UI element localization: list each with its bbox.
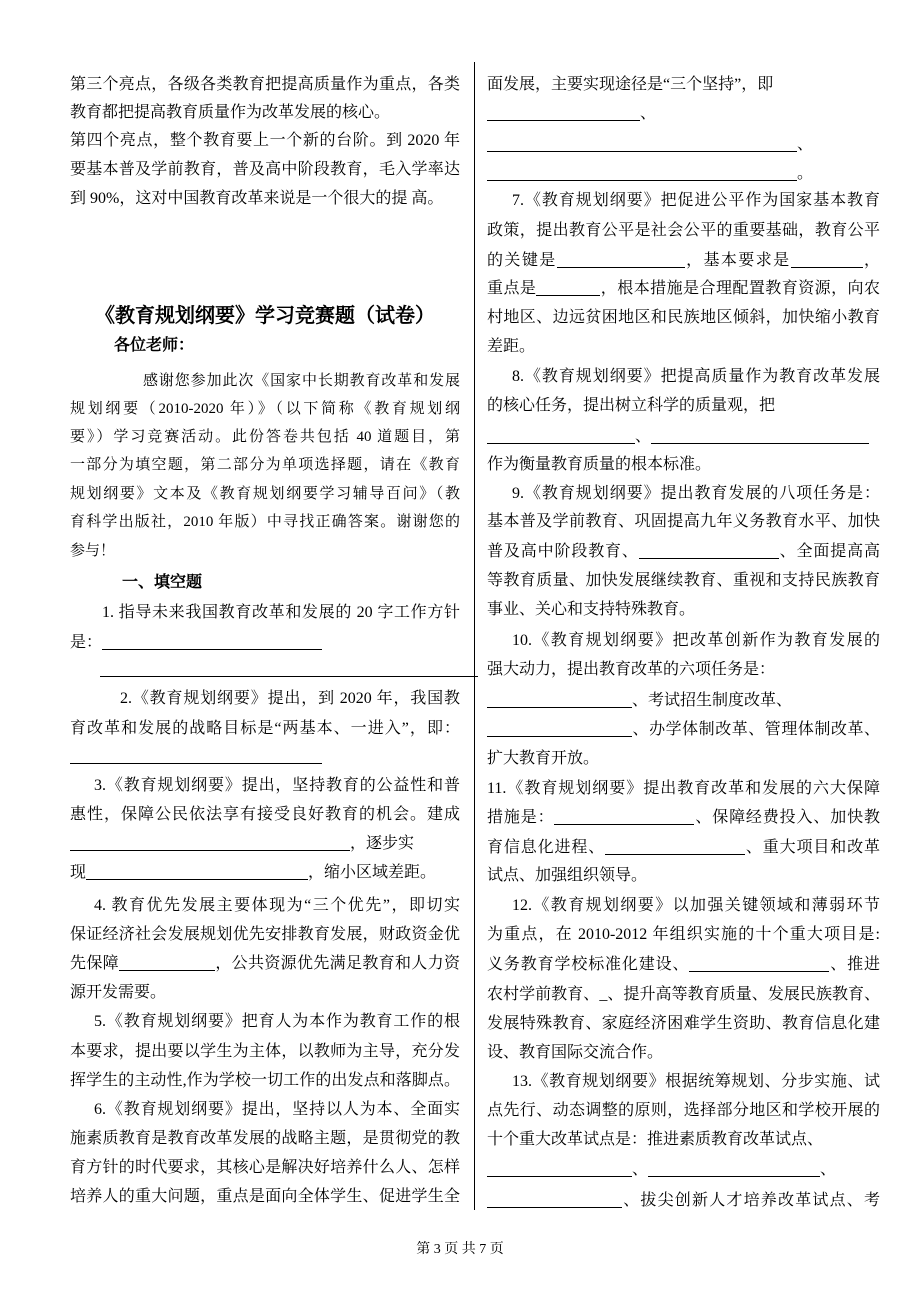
- text-line: [487, 249, 880, 273]
- text-line: 等教育质量、加快发展继续教育、重视和支持民族教育: [487, 572, 880, 589]
- answer-blank: [487, 163, 797, 181]
- text-segment: 、重大项目和改革: [745, 839, 880, 856]
- text-line: 参与！: [70, 543, 116, 559]
- text-line: 基本普及学前教育、巩固提高九年义务教育水平、加快: [487, 513, 880, 530]
- answer-blank: [554, 807, 694, 825]
- text-line: 3.《教育规划纲要》提出，坚持教育的公益性和普: [94, 777, 460, 794]
- text-line: 5.《教育规划纲要》把育人为本作为教育工作的根: [94, 1013, 460, 1030]
- text-line: 第三个亮点，各级各类教育把提高质量作为重点，各类: [70, 76, 460, 93]
- text-segment: 、: [640, 105, 657, 122]
- text-line: 事业、关心和支持特殊教育。: [487, 601, 696, 618]
- text-line: [487, 425, 880, 449]
- answer-blank: [70, 833, 350, 851]
- text-line: 源开发需要。: [70, 984, 167, 1001]
- text-line: [487, 133, 880, 157]
- text-segment: ，逐步实: [350, 835, 415, 852]
- answer-blank: [487, 690, 632, 708]
- text-line: [70, 861, 460, 885]
- text-line: 的核心任务，提出树立科学的质量观，把: [487, 397, 776, 414]
- text-segment: 义务教育学校标准化建设、: [487, 956, 690, 973]
- answer-blank: [487, 719, 632, 737]
- text-line: [70, 631, 460, 655]
- text-segment: 、: [820, 1161, 837, 1178]
- text-line: 点先行、动态调整的原则，选择部分地区和学校开展的: [487, 1102, 880, 1119]
- text-line: 要》）学习竞赛活动。此份答卷共包括 40 道题目，第: [70, 429, 460, 445]
- text-segment: ，根本措施是合理配置教育资源，向农: [600, 280, 880, 297]
- text-line: 育科学出版社，2010 年版）中寻找正确答案。谢谢您的: [70, 514, 460, 530]
- text-line: [487, 1158, 880, 1182]
- text-line: [487, 277, 880, 301]
- text-line: 12.《教育规划纲要》以加强关键领域和薄弱环节: [512, 897, 880, 914]
- text-line: 面发展，主要实现途径是“三个坚持”，即: [487, 76, 774, 93]
- answer-blank: [605, 837, 745, 855]
- text-line: 规划纲要（2010-2020 年）》（以下简称《教育规划纲: [70, 401, 460, 417]
- text-line: 村地区、边远贫困地区和民族地区倾斜，加快缩小教育: [487, 309, 880, 326]
- text-line: 保证经济社会发展规划优先安排教育发展，财政资金优: [70, 926, 460, 943]
- text-line: 6.《教育规划纲要》提出，坚持以人为本、全面实: [94, 1101, 460, 1118]
- answer-blank: [487, 103, 640, 121]
- answer-blank: [536, 278, 600, 296]
- text-line: 育改革和发展的战略目标是“两基本、一进入”，即：: [70, 720, 460, 737]
- text-line: 十个重大改革试点是：推进素质教育改革试点、: [487, 1131, 824, 1148]
- text-line: 感谢您参加此次《国家中长期教育改革和发展: [143, 373, 460, 389]
- text-segment: 、: [635, 428, 652, 445]
- text-segment: 重点是: [487, 280, 537, 297]
- page-number: 第 3 页 共 7 页: [416, 1242, 504, 1257]
- answer-blank: [86, 862, 308, 880]
- answer-blank: [639, 541, 779, 559]
- text-line: [487, 162, 880, 186]
- text-segment: ，公共资源优先满足教育和人力资: [215, 955, 460, 972]
- text-line: [487, 540, 880, 564]
- text-line: 规划纲要》文本及《教育规划纲要学习辅导百问》（教: [70, 486, 460, 502]
- text-line: 第四个亮点，整个教育要上一个新的台阶。到 2020 年: [70, 132, 460, 149]
- answer-blank: [791, 250, 863, 268]
- text-line: 设、教育国际交流合作。: [487, 1044, 664, 1061]
- answer-blank: [487, 1159, 632, 1177]
- answer-blank: [102, 632, 322, 650]
- text-line: [487, 836, 880, 860]
- text-line: 9.《教育规划纲要》提出教育发展的八项任务是：: [512, 485, 880, 502]
- text-line: 试点、加强组织领导。: [487, 867, 648, 884]
- text-line: 扩大教育开放。: [487, 750, 600, 767]
- answer-blank: [487, 134, 797, 152]
- text-line: [487, 953, 880, 977]
- text-line: 作为衡量教育质量的根本标准。: [487, 456, 712, 473]
- exam-title: 《教育规划纲要》学习竞赛题（试卷）: [95, 305, 435, 327]
- text-line: 强大动力，提出教育改革的六项任务是：: [487, 661, 776, 678]
- text-line: 要基本普及学前教育，普及高中阶段教育，毛入学率达: [70, 161, 460, 178]
- text-line: 一部分为填空题，第二部分为单项选择题，请在《教育: [70, 457, 460, 473]
- text-line: 1. 指导未来我国教育改革和发展的 20 字工作方针: [102, 604, 460, 621]
- text-line: [70, 952, 460, 976]
- text-line: 政策，提出教育公平是社会公平的重要基础，教育公平: [487, 222, 880, 239]
- column-divider: [474, 62, 475, 1210]
- text-segment: 、考试招生制度改革、: [632, 692, 793, 709]
- text-segment: 是：: [70, 634, 103, 651]
- text-line: 13.《教育规划纲要》根据统筹规划、分步实施、试: [512, 1073, 880, 1090]
- answer-blank: [651, 426, 869, 444]
- text-segment: 育信息化进程、: [487, 839, 606, 856]
- text-line: 2.《教育规划纲要》提出，到 2020 年，我国教: [120, 690, 460, 707]
- text-segment: 措施是：: [487, 809, 555, 826]
- text-line: 培养人的重大问题，重点是面向全体学生、促进学生全: [70, 1188, 460, 1205]
- answer-blank: [689, 954, 829, 972]
- text-segment: 。: [797, 165, 814, 182]
- text-line: 8.《教育规划纲要》把提高质量作为教育改革发展: [512, 368, 880, 385]
- text-line: [487, 718, 880, 742]
- text-line: 7.《教育规划纲要》把促进公平作为国家基本教育: [512, 192, 880, 209]
- text-line: 4. 教育优先发展主要体现为“三个优先”，即切实: [94, 897, 460, 914]
- text-line: [70, 745, 460, 769]
- text-segment: 、推进: [829, 956, 880, 973]
- answer-blank: [70, 746, 322, 764]
- text-line: [487, 689, 880, 713]
- text-segment: ，基本要求是: [684, 252, 791, 269]
- text-segment: 、办学体制改革、管理体制改革、: [632, 721, 880, 738]
- text-line: 育方针的时代要求，其核心是解决好培养什么人、怎样: [70, 1159, 460, 1176]
- text-line: [487, 1189, 880, 1213]
- text-segment: 普及高中阶段教育、: [487, 543, 639, 560]
- text-segment: 先保障: [70, 955, 119, 972]
- answer-blank: [487, 1190, 622, 1208]
- text-segment: ，缩小区域差距。: [308, 864, 437, 881]
- answer-blank: [487, 426, 635, 444]
- text-segment: 现: [70, 864, 87, 881]
- text-segment: 、: [632, 1161, 649, 1178]
- text-segment: 的关键是: [487, 252, 557, 269]
- text-line: 施素质教育是教育改革发展的战略主题，是贯彻党的教: [70, 1130, 460, 1147]
- section-heading: 一、填空题: [122, 574, 203, 591]
- answer-blank: [648, 1159, 820, 1177]
- text-line: 惠性，保障公民依法享有接受良好教育的机会。建成: [70, 806, 460, 823]
- text-line: [70, 832, 460, 856]
- text-line: 教育都把提高教育质量作为改革发展的核心。: [70, 104, 391, 121]
- text-segment: 、: [797, 136, 814, 153]
- text-line: [487, 102, 880, 126]
- text-line: 农村学前教育、_、提升高等教育质量、发展民族教育、: [487, 986, 880, 1003]
- text-line: [487, 806, 880, 830]
- answer-blank: [119, 953, 215, 971]
- text-segment: ，: [862, 252, 880, 269]
- text-segment: 、保障经费投入、加快教: [694, 809, 880, 826]
- text-line: 到 90%，这对中国教育改革来说是一个很大的提 高。: [70, 190, 444, 207]
- text-line: 本要求，提出要以学生为主体，以教师为主导，充分发: [70, 1043, 460, 1060]
- text-segment: 、全面提高高: [778, 543, 880, 560]
- answer-blank: [100, 676, 478, 677]
- text-line: 11.《教育规划纲要》提出教育改革和发展的六大保障: [487, 780, 880, 797]
- text-line: 差距。: [487, 338, 536, 355]
- answer-blank: [557, 250, 685, 268]
- text-line: 挥学生的主动性,作为学校一切工作的出发点和落脚点。: [70, 1072, 460, 1089]
- text-line: 为重点，在 2010-2012 年组织实施的十个重大项目是:: [487, 926, 880, 943]
- text-line: 10.《教育规划纲要》把改革创新作为教育发展的: [512, 632, 880, 649]
- salutation: 各位老师：: [114, 337, 195, 354]
- text-segment: 、拔尖创新人才培养改革试点、考: [622, 1192, 880, 1209]
- text-line: 发展特殊教育、家庭经济困难学生资助、教育信息化建: [487, 1015, 880, 1032]
